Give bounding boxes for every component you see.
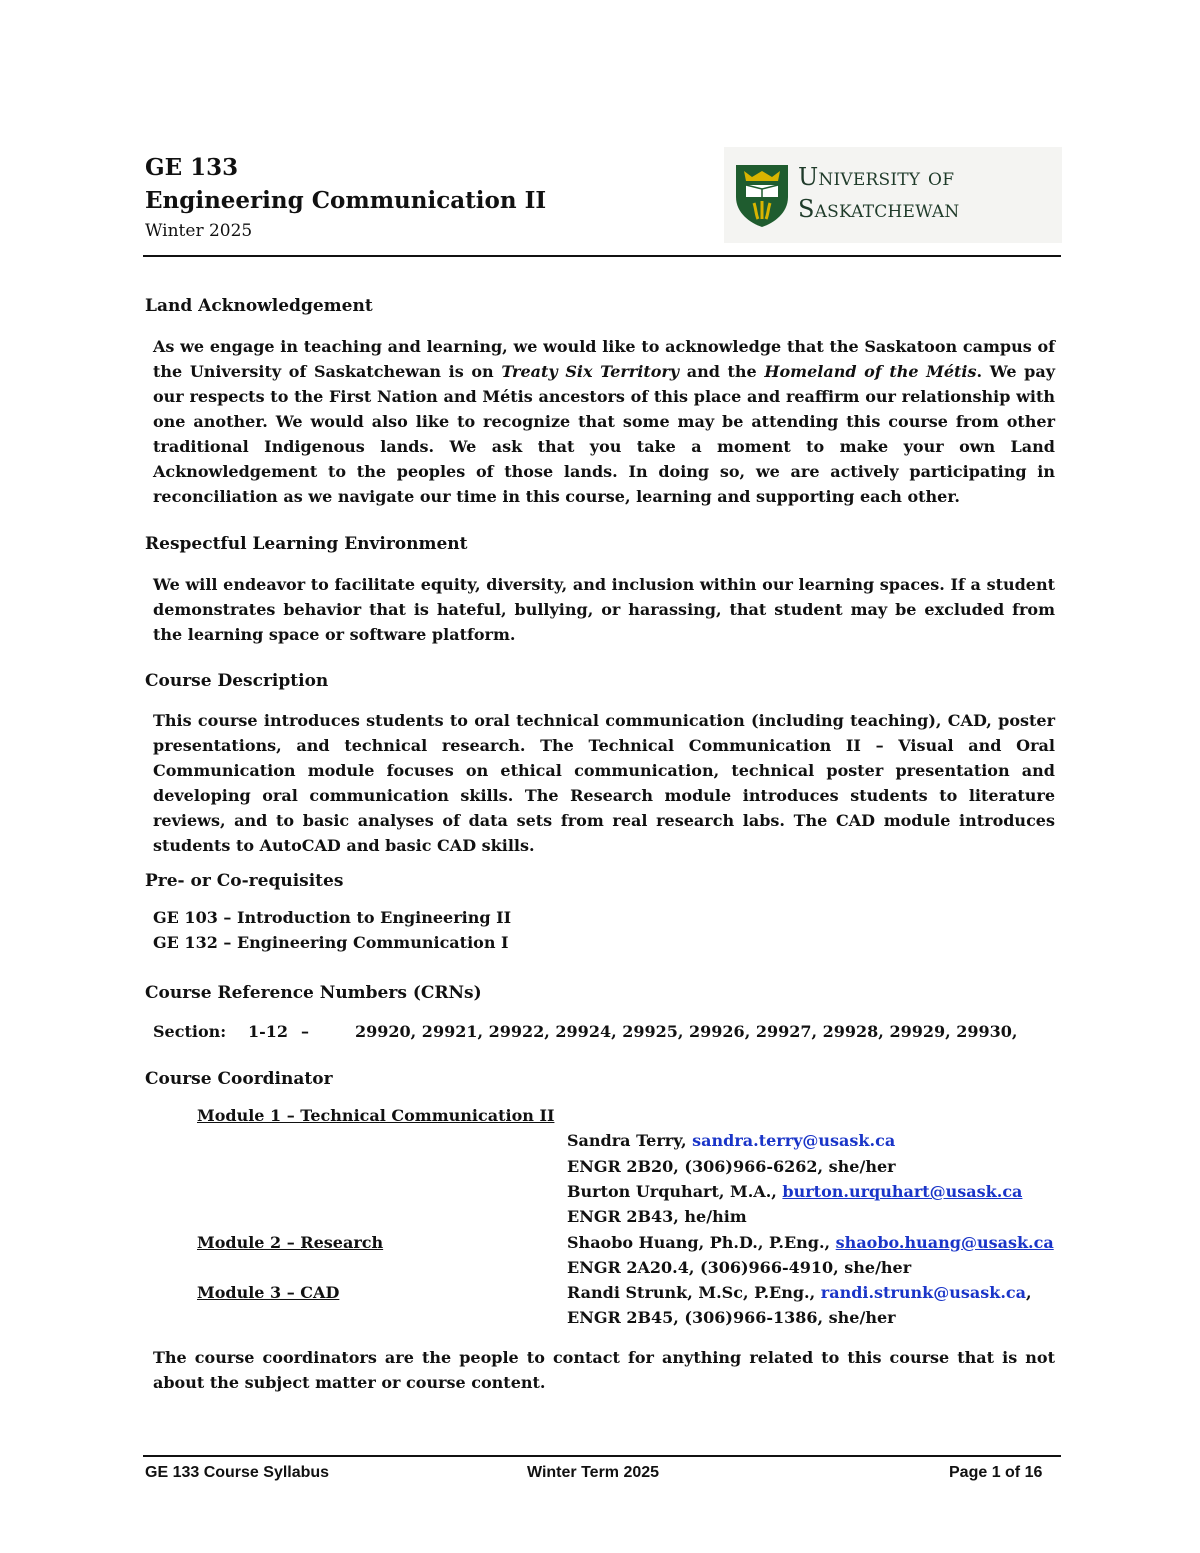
land-text-3: . We pay our respects to the First Nation and Métis ancestors of this place and reaffirm our relationship with one another. We would also like to recognize that some may be attending this course from other traditional Indigenous lands. We ask that you take a moment to make your own Land Acknowledgement to the peoples of those lands. In doing so, we are actively participating in reconciliation as we navigate our time in this course, learning and supporting each other. xyxy=(153,362,1056,506)
contact-line xyxy=(567,1131,895,1150)
contact-name: Burton Urquhart, M.A., xyxy=(567,1182,783,1201)
footer-page-number: Page 1 of 16 xyxy=(949,1464,1043,1481)
contact-line xyxy=(567,1283,1032,1302)
module-3-label: Module 3 – CAD xyxy=(197,1283,340,1302)
course-code: GE 133 xyxy=(145,154,239,181)
crn-section-label: Section: xyxy=(153,1022,227,1041)
contact-line xyxy=(567,1182,1022,1201)
logo-line-1: University of xyxy=(798,163,955,191)
contact-office: ENGR 2A20.4, (306)966-4910, she/her xyxy=(567,1258,912,1277)
prereq-heading: Pre- or Co-requisites xyxy=(145,871,344,891)
land-paragraph xyxy=(153,334,1055,509)
prereq-item: GE 132 – Engineering Communication I xyxy=(153,933,509,952)
coordinator-heading: Course Coordinator xyxy=(145,1069,333,1089)
contact-comma: , xyxy=(1026,1283,1032,1302)
email-link[interactable]: sandra.terry@usask.ca xyxy=(692,1131,896,1150)
header-rule xyxy=(143,255,1061,257)
description-paragraph: This course introduces students to oral technical communication (including teaching), CAD, poster presentations, and technical research. The Technical Communication II – Visual and Oral Communication module focuses on ethical communication, technical poster presentation and developing oral communication skills. The Research module introduces students to literature reviews, and to basic analyses of data sets from real research labs. The CAD module introduces students to AutoCAD and basic CAD skills. xyxy=(153,711,1055,855)
land-text-1: As we engage in teaching and learning, we would like to acknowledge that the Saskatoon campus of the University of Saskatchewan is on xyxy=(153,337,1055,381)
contact-name: Shaobo Huang, Ph.D., P.Eng., xyxy=(567,1233,836,1252)
description-heading: Course Description xyxy=(145,671,329,691)
land-text-2: and the xyxy=(679,362,765,381)
email-link[interactable]: burton.urquhart@usask.ca xyxy=(782,1182,1023,1201)
land-emphasis-homeland: Homeland of the Métis xyxy=(764,362,977,381)
footer-rule xyxy=(143,1455,1061,1457)
crn-section-range: 1-12 xyxy=(248,1022,289,1041)
module-2-label: Module 2 – Research xyxy=(197,1233,384,1252)
crn-heading: Course Reference Numbers (CRNs) xyxy=(145,983,482,1003)
respect-paragraph: We will endeavor to facilitate equity, diversity, and inclusion within our learning spaces. If a student demonstrates behavior that is hateful, bullying, or harassing, that student may be excluded from the learning space or software platform. xyxy=(153,575,1055,644)
university-shield-icon xyxy=(734,163,790,229)
contact-name: Sandra Terry, xyxy=(567,1131,693,1150)
footer-left: GE 133 Course Syllabus xyxy=(145,1464,330,1481)
crn-dash: – xyxy=(301,1022,309,1041)
module-1-label: Module 1 – Technical Communication II xyxy=(197,1106,555,1125)
university-logo xyxy=(724,147,1062,243)
course-title: Engineering Communication II xyxy=(145,187,547,214)
prereq-item: GE 103 – Introduction to Engineering II xyxy=(153,908,512,927)
land-heading: Land Acknowledgement xyxy=(145,296,373,316)
contact-office: ENGR 2B43, he/him xyxy=(567,1207,747,1226)
respect-heading: Respectful Learning Environment xyxy=(145,534,468,554)
contact-office: ENGR 2B45, (306)966-1386, she/her xyxy=(567,1308,896,1327)
contact-office: ENGR 2B20, (306)966-6262, she/her xyxy=(567,1157,896,1176)
email-link[interactable]: shaobo.huang@usask.ca xyxy=(835,1233,1054,1252)
logo-line-2: Saskatchewan xyxy=(798,195,960,223)
contact-line xyxy=(567,1233,1054,1252)
contact-name: Randi Strunk, M.Sc, P.Eng., xyxy=(567,1283,821,1302)
course-term: Winter 2025 xyxy=(145,221,253,241)
coordinator-note: The course coordinators are the people to contact for anything related to this course that is not about the subject matter or course content. xyxy=(153,1348,1055,1392)
logo-wordmark xyxy=(798,161,959,225)
land-emphasis-treaty: Treaty Six Territory xyxy=(501,362,680,381)
crn-numbers: 29920, 29921, 29922, 29924, 29925, 29926, 29927, 29928, 29929, 29930, xyxy=(355,1022,1018,1041)
footer-center: Winter Term 2025 xyxy=(527,1464,660,1481)
email-link[interactable]: randi.strunk@usask.ca xyxy=(820,1283,1026,1302)
